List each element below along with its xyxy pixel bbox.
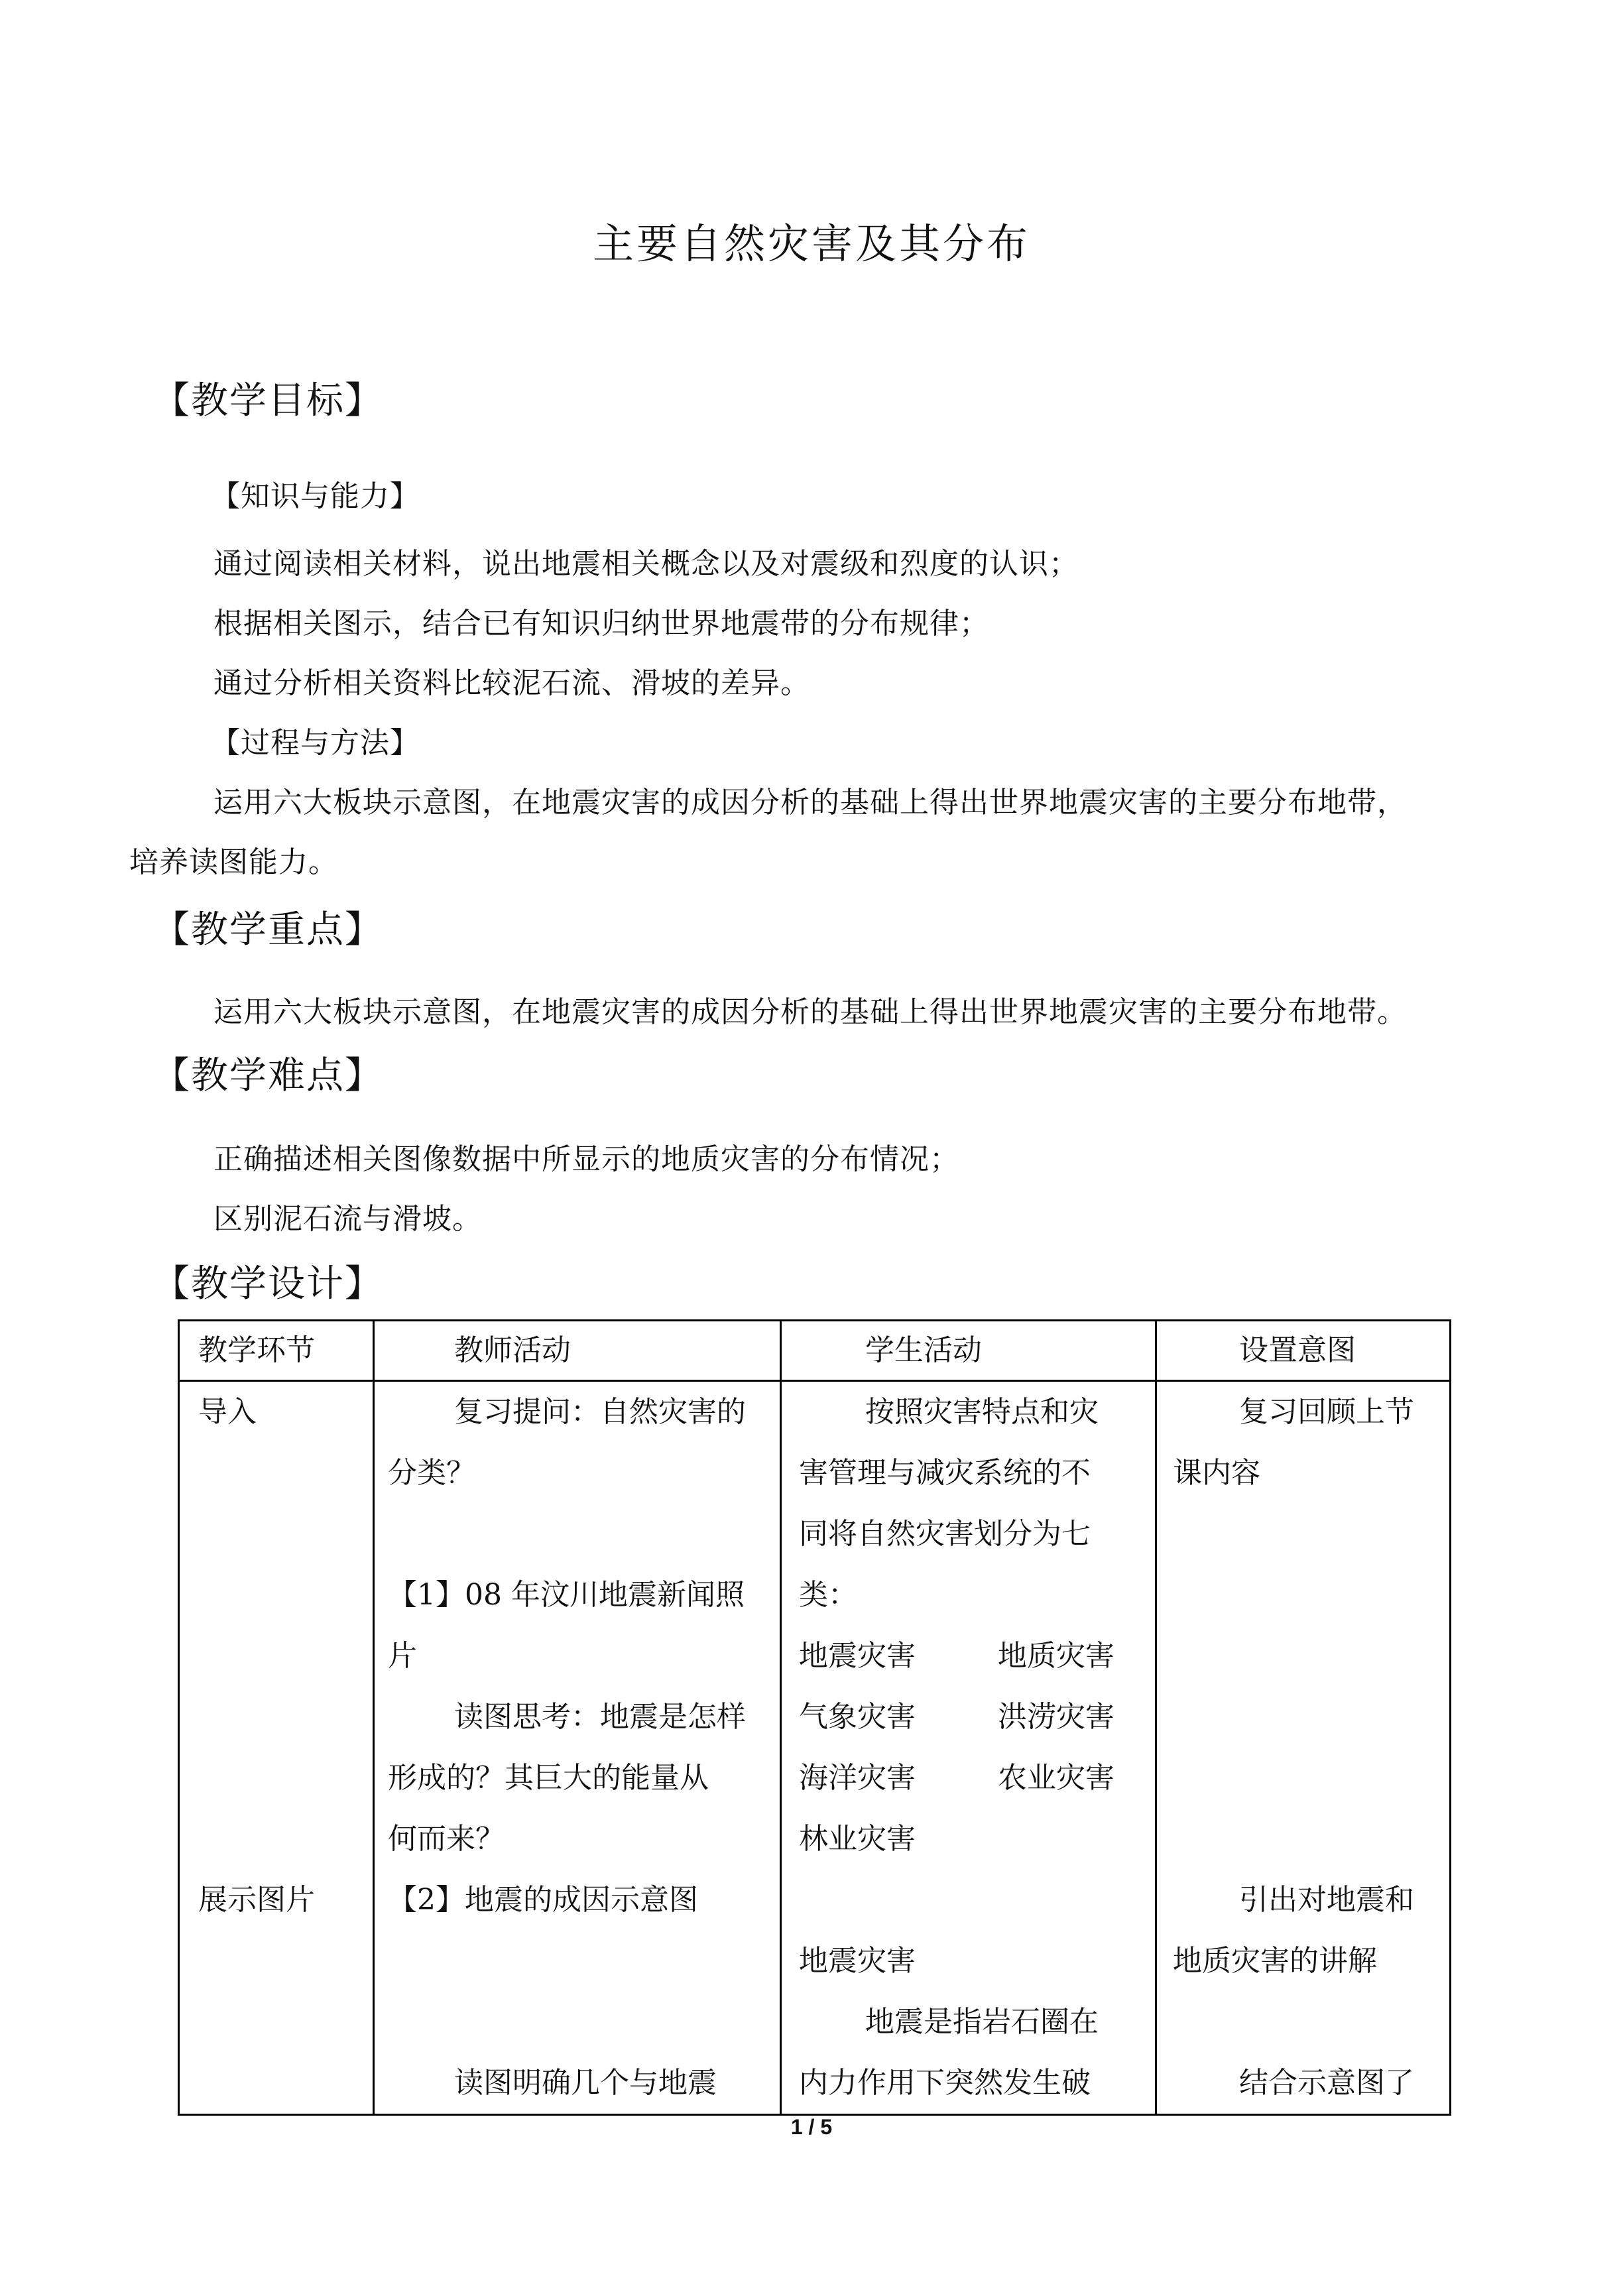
disaster-pair: 气象灾害 洪涝灾害	[799, 1700, 1114, 1734]
teacher-line: 【2】地震的成因示意图	[388, 1883, 698, 1917]
disaster-pair: 地震灾害 地质灾害	[799, 1639, 1114, 1673]
student-line: 类：	[799, 1578, 857, 1612]
intent-line: 结合示意图了	[1239, 2066, 1414, 2100]
heading-key-points: 【教学重点】	[152, 908, 383, 951]
teacher-line: 读图思考：地震是怎样	[454, 1700, 746, 1734]
stage-line: 导入	[198, 1395, 257, 1429]
intent-line: 复习回顾上节	[1239, 1395, 1414, 1429]
teacher-line: 分类？	[388, 1456, 475, 1490]
teacher-line: 形成的？其巨大的能量从	[388, 1761, 709, 1795]
teacher-activity-cell	[374, 1381, 781, 2115]
difficulty-line: 正确描述相关图像数据中所显示的地质灾害的分布情况；	[213, 1142, 959, 1176]
heading-design: 【教学设计】	[152, 1262, 383, 1305]
process-line: 培养读图能力。	[129, 845, 338, 879]
student-line: 同将自然灾害划分为七	[799, 1517, 1091, 1551]
header-cell-intent: 设置意图	[1156, 1321, 1451, 1381]
subheading-knowledge: 【知识与能力】	[211, 479, 420, 513]
student-line: 地震是指岩石圈在	[865, 2005, 1099, 2039]
student-line: 内力作用下突然发生破	[799, 2066, 1091, 2100]
process-line: 运用六大板块示意图，在地震灾害的成因分析的基础上得出世界地震灾害的主要分布地带，	[213, 786, 1407, 819]
table-header-row	[179, 1321, 1451, 1381]
key-points-line: 运用六大板块示意图，在地震灾害的成因分析的基础上得出世界地震灾害的主要分布地带。	[213, 995, 1407, 1029]
header-cell-teacher: 教师活动	[374, 1321, 781, 1381]
intent-line: 地质灾害的讲解	[1173, 1944, 1377, 1978]
teacher-line: 复习提问：自然灾害的	[454, 1395, 746, 1429]
intent-line: 课内容	[1173, 1456, 1260, 1490]
teacher-line: 【1】08 年汶川地震新闻照	[388, 1578, 745, 1612]
header-cell-student: 学生活动	[781, 1321, 1156, 1381]
disaster-pair: 海洋灾害 农业灾害	[799, 1761, 1114, 1795]
page-title: 主要自然灾害及其分布	[592, 219, 1030, 268]
heading-difficulties: 【教学难点】	[152, 1054, 383, 1097]
student-line: 按照灾害特点和灾	[865, 1395, 1099, 1429]
student-line: 林业灾害	[799, 1822, 916, 1856]
knowledge-line: 根据相关图示，结合已有知识归纳世界地震带的分布规律；	[213, 607, 989, 640]
heading-objectives: 【教学目标】	[152, 379, 383, 422]
table-row	[179, 1381, 1451, 2115]
subheading-process: 【过程与方法】	[211, 726, 420, 760]
teaching-design-table	[178, 1319, 1451, 2116]
teacher-line: 读图明确几个与地震	[454, 2066, 717, 2100]
knowledge-line: 通过分析相关资料比较泥石流、滑坡的差异。	[213, 666, 810, 700]
teacher-line: 片	[388, 1639, 417, 1673]
student-activity-cell	[781, 1381, 1156, 2115]
intent-line: 引出对地震和	[1239, 1883, 1414, 1917]
student-line: 地震灾害	[799, 1944, 916, 1978]
knowledge-line: 通过阅读相关材料，说出地震相关概念以及对震级和烈度的认识；	[213, 547, 1079, 581]
intent-cell	[1156, 1381, 1451, 2115]
difficulty-line: 区别泥石流与滑坡。	[213, 1202, 482, 1236]
stage-cell	[179, 1381, 374, 2115]
page-number: 1 / 5	[790, 2115, 833, 2139]
student-line: 害管理与减灾系统的不	[799, 1456, 1091, 1490]
stage-line: 展示图片	[198, 1883, 315, 1917]
header-cell-stage: 教学环节	[179, 1321, 374, 1381]
teacher-line: 何而来？	[388, 1822, 505, 1856]
